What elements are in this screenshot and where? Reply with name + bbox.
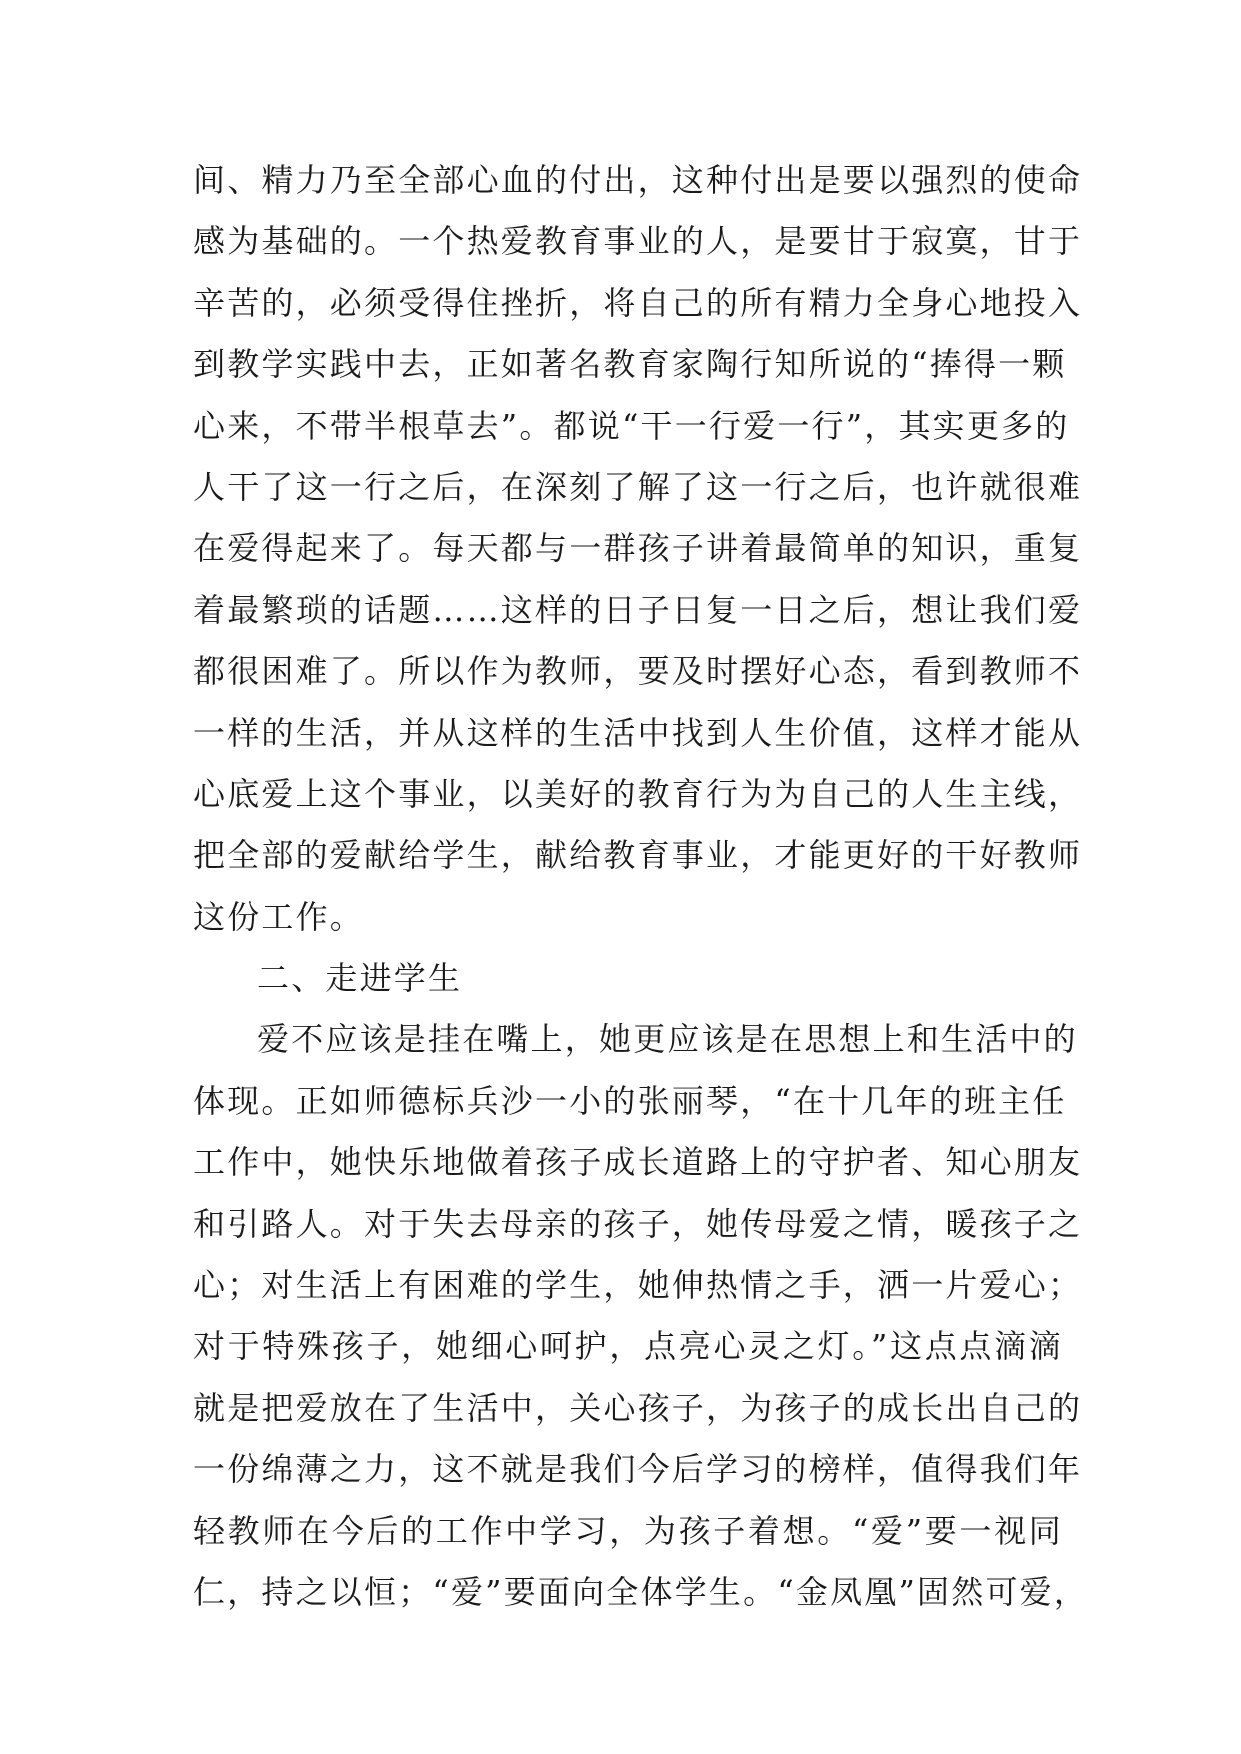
text-line: 体现。正如师德标兵沙一小的张丽琴，“在十几年的班主任	[193, 1081, 1067, 1120]
text-line: 就是把爱放在了生活中，关心孩子，为孩子的成长出自己的	[193, 1388, 1083, 1427]
text-line: 都很困难了。所以作为教师，要及时摆好心态，看到教师不	[193, 652, 1083, 691]
text-line: 到教学实践中去，正如著名教育家陶行知所说的“捧得一颗	[193, 345, 1067, 384]
text-line: 人干了这一行之后，在深刻了解了这一行之后，也许就很难	[193, 467, 1083, 506]
text-line: 一样的生活，并从这样的生活中找到人生价值，这样才能从	[193, 713, 1083, 752]
text-line: 心；对生活上有困难的学生，她伸热情之手，洒一片爱心；	[193, 1266, 1083, 1305]
text-line: 感为基础的。一个热爱教育事业的人，是要甘于寂寞，甘于	[193, 222, 1083, 261]
text-line: 着最繁琐的话题……这样的日子日复一日之后，想让我们爱	[193, 590, 1083, 629]
text-line: 心来，不带半根草去”。都说“干一行爱一行”，其实更多的	[193, 406, 1070, 445]
text-line: 心底爱上这个事业，以美好的教育行为为自己的人生主线，	[193, 774, 1083, 813]
text-line: 一份绵薄之力，这不就是我们今后学习的榜样，值得我们年	[193, 1450, 1083, 1489]
text-line: 工作中，她快乐地做着孩子成长道路上的守护者、知心朋友	[193, 1143, 1083, 1182]
body-text	[193, 150, 1089, 1623]
text-line: 轻教师在今后的工作中学习，为孩子着想。“爱”要一视同	[193, 1511, 1063, 1550]
section-heading	[193, 948, 1063, 1009]
text-line: 和引路人。对于失去母亲的孩子，她传母爱之情，暖孩子之	[193, 1204, 1083, 1243]
text-line: 在爱得起来了。每天都与一群孩子讲着最简单的知识，重复	[193, 529, 1083, 568]
paragraph-1	[193, 150, 1083, 948]
text-line: 把全部的爱献给学生，献给教育事业，才能更好的干好教师	[193, 836, 1083, 875]
text-line: 辛苦的，必须受得住挫折，将自己的所有精力全身心地投入	[193, 283, 1083, 322]
text-line: 对于特殊孩子，她细心呵护，点亮心灵之灯。”这点点滴滴	[193, 1327, 1063, 1366]
text-line: 爱不应该是挂在嘴上，她更应该是在思想上和生活中的	[257, 1020, 1078, 1059]
text-line: 间、精力乃至全部心血的付出，这种付出是要以强烈的使命	[193, 161, 1083, 199]
text-line: 仁，持之以恒；“爱”要面向全体学生。“金凤凰”固然可爱，	[193, 1572, 1089, 1611]
text-line: 这份工作。	[193, 897, 365, 936]
section-heading-text: 二、走进学生	[257, 959, 463, 998]
paragraph-2	[193, 1009, 1089, 1623]
